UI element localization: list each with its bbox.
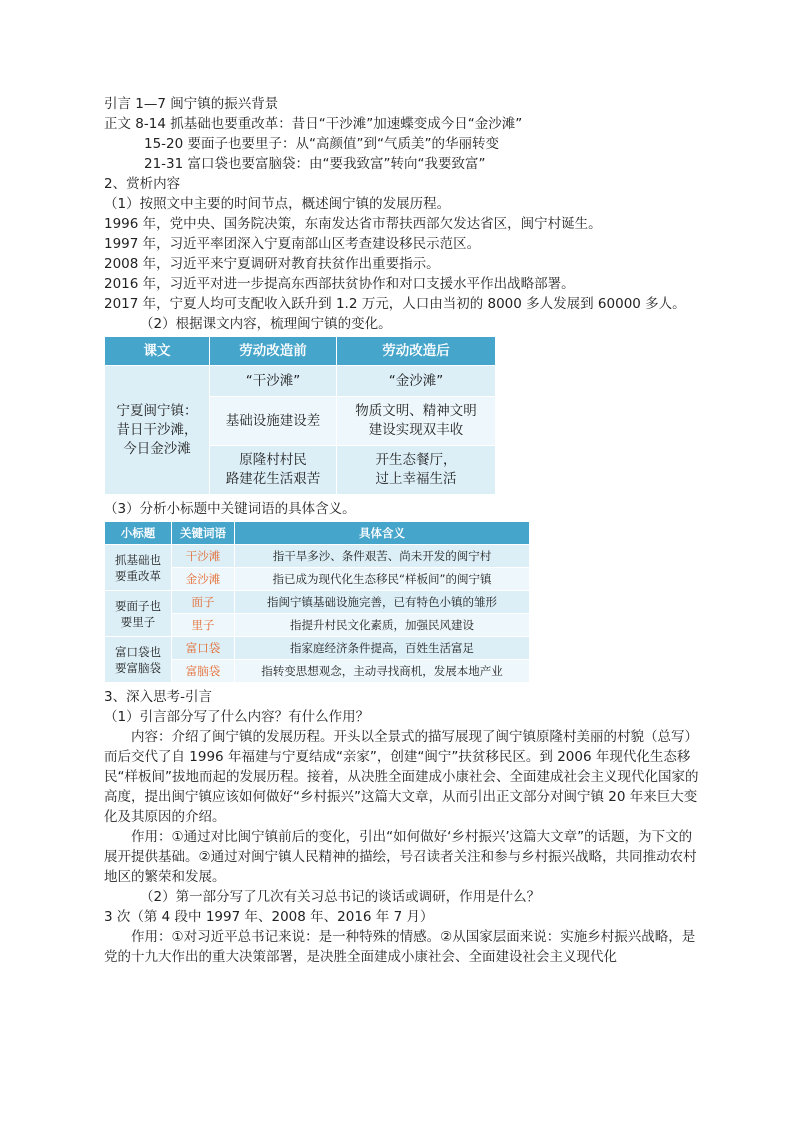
table-cell: 物质文明、精神文明 建设实现双丰收 bbox=[337, 397, 496, 446]
section-heading: 2、赏析内容 bbox=[104, 176, 181, 192]
text-line: 2008 年，习近平来宁夏调研对教育扶贫作出重要指示。 bbox=[104, 256, 440, 272]
table-cell: 宁夏闽宁镇： 昔日干沙滩， 今日金沙滩 bbox=[105, 366, 210, 495]
table-cell: 面子 bbox=[172, 591, 235, 614]
table-cell: 富口袋 bbox=[172, 637, 235, 660]
table-cell: 富脑袋 bbox=[172, 660, 235, 683]
paragraph: 作用：①通过对比闽宁镇前后的变化，引出“如何做好‘乡村振兴’这篇大文章”的话题，为下文的展开提供基础。②通过对闽宁镇人民精神的描绘，号召读者关注和参与乡村振兴战略，共同推动农村地区的繁荣和发展。 bbox=[104, 829, 697, 885]
table-cell: 原隆村村民 路建花生活艰苦 bbox=[210, 446, 337, 495]
table-cell: 指已成为现代化生态移民“样板间”的闽宁镇 bbox=[235, 568, 530, 591]
table-header: 劳动改造前 bbox=[210, 337, 337, 366]
table-header: 关键词语 bbox=[172, 522, 235, 545]
question: （3）分析小标题中关键词语的具体含义。 bbox=[104, 501, 356, 517]
table-cell: “干沙滩” bbox=[210, 366, 337, 397]
table-cell: 指家庭经济条件提高，百姓生活富足 bbox=[235, 637, 530, 660]
table-header: 具体含义 bbox=[235, 522, 530, 545]
table-cell: 指闽宁镇基础设施完善，已有特色小镇的雏形 bbox=[235, 591, 530, 614]
text-line: 1996 年，党中央、国务院决策，东南发达省市帮扶西部欠发达省区，闽宁村诞生。 bbox=[104, 216, 602, 232]
paragraph: 作用：①对习近平总书记来说：是一种特殊的情感。②从国家层面来说：实施乡村振兴战略，是党的十九大作出的重大决策部署，是决胜全面建成小康社会、全面建设社会主义现代化 bbox=[104, 929, 696, 965]
table-cell: “金沙滩” bbox=[337, 366, 496, 397]
table-header: 劳动改造后 bbox=[337, 337, 496, 366]
text-line: 正文 8-14 抓基础也要重改革：昔日“干沙滩”加速蝶变成今日“金沙滩” bbox=[104, 116, 523, 132]
table-cell: 指提升村民文化素质，加强民风建设 bbox=[235, 614, 530, 637]
table-cell: 要面子也 要里子 bbox=[105, 591, 172, 637]
text-line: 3 次（第 4 段中 1997 年、2008 年、2016 年 7 月） bbox=[104, 909, 434, 925]
text-line: 21-31 富口袋也要富脑袋：由“要我致富”转向“我要致富” bbox=[144, 156, 486, 172]
table-cell: 开生态餐厅， 过上幸福生活 bbox=[337, 446, 496, 495]
text-line: 引言 1—7 闽宁镇的振兴背景 bbox=[104, 96, 279, 112]
table-cell: 干沙滩 bbox=[172, 545, 235, 568]
table-cell: 抓基础也 要重改革 bbox=[105, 545, 172, 591]
table-cell: 指干旱多沙、条件艰苦、尚未开发的闽宁村 bbox=[235, 545, 530, 568]
table-header: 课文 bbox=[105, 337, 210, 366]
question: （1）按照文中主要的时间节点，概述闽宁镇的发展历程。 bbox=[104, 196, 451, 212]
text-line: 1997 年，习近平率团深入宁夏南部山区考查建设移民示范区。 bbox=[104, 236, 481, 252]
paragraph: 内容：介绍了闽宁镇的发展历程。开头以全景式的描写展现了闽宁镇原隆村美丽的村貌（总写）而后交代了自 1996 年福建与宁夏结成“亲家”，创建“闽宁”扶贫移民区。到 2006 年现代化生态移民“样板间”拔地而起的发展历程。接着，从决胜全面建成小康社会、全面建成社会主义现代化国家的高度，提出闽宁镇应该如何做好“乡村振兴”这篇大文章，从而引出正文部分对闽宁镇 20 年来巨大变化及其原因的介绍。 bbox=[104, 729, 699, 825]
document-page bbox=[104, 94, 704, 967]
section-heading: 3、深入思考-引言 bbox=[104, 689, 212, 705]
keywords-table bbox=[104, 521, 530, 683]
changes-table bbox=[104, 336, 496, 495]
question: （2）根据课文内容，梳理闽宁镇的变化。 bbox=[140, 316, 392, 332]
question: （2）第一部分写了几次有关习总书记的谈话或调研，作用是什么？ bbox=[140, 889, 541, 905]
table-cell: 指转变思想观念，主动寻找商机，发展本地产业 bbox=[235, 660, 530, 683]
text-line: 2017 年，宁夏人均可支配收入跃升到 1.2 万元，人口由当初的 8000 多人发展到 60000 多人。 bbox=[104, 296, 686, 312]
table-cell: 基础设施建设差 bbox=[210, 397, 337, 446]
table-header: 小标题 bbox=[105, 522, 172, 545]
text-line: 15-20 要面子也要里子：从“高颜值”到“气质美”的华丽转变 bbox=[144, 136, 499, 152]
table-cell: 里子 bbox=[172, 614, 235, 637]
question: （1）引言部分写了什么内容？有什么作用？ bbox=[104, 709, 370, 725]
text-line: 2016 年，习近平对进一步提高东西部扶贫协作和对口支援水平作出战略部署。 bbox=[104, 276, 575, 292]
table-cell: 富口袋也 要富脑袋 bbox=[105, 637, 172, 683]
table-cell: 金沙滩 bbox=[172, 568, 235, 591]
